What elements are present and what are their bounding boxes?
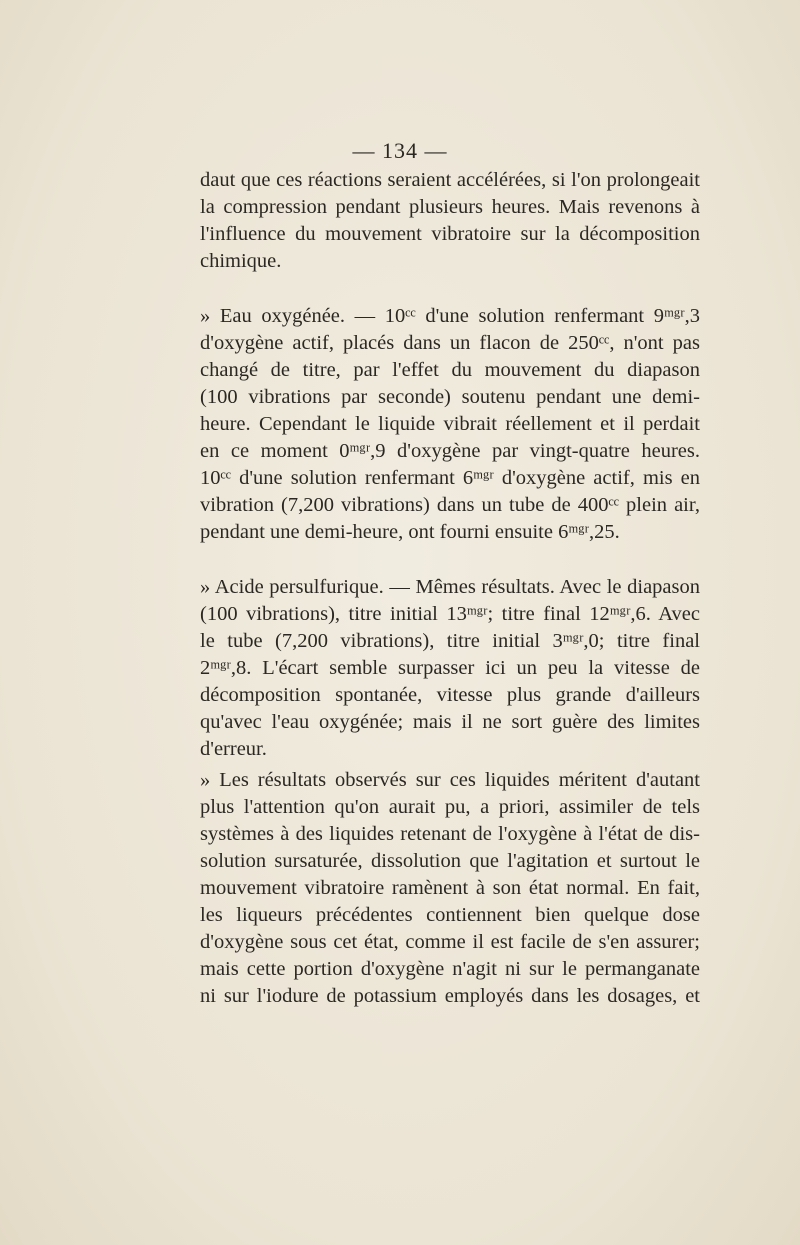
text-line: » Acide persulfurique. — Mêmes résultats. Avec le diapason bbox=[200, 576, 700, 598]
text-line: les liqueurs précédentes contiennent bien quelque dose bbox=[200, 904, 700, 926]
text-line: le tube (7,200 vibrations), titre initial 3ᵐᵍʳ,0; titre final bbox=[200, 630, 700, 652]
text-line: plus l'attention qu'on aurait pu, a priori, assimiler de tels bbox=[200, 796, 700, 818]
text-line: d'oxygène actif, placés dans un flacon de 250ᶜᶜ, n'ont pas bbox=[200, 332, 700, 354]
text-line: 2ᵐᵍʳ,8. L'écart semble surpasser ici un peu la vitesse de bbox=[200, 657, 700, 679]
paragraph-acide-persulfurique bbox=[200, 574, 700, 763]
text-line: chimique. bbox=[200, 250, 282, 272]
text-line: changé de titre, par l'effet du mouvement du diapason bbox=[200, 359, 700, 381]
page-number: — 134 — bbox=[352, 138, 448, 163]
text-line: (100 vibrations par seconde) soutenu pendant une demi- bbox=[200, 386, 700, 408]
text-line: » Les résultats observés sur ces liquides méritent d'autant bbox=[200, 769, 700, 791]
text-line: en ce moment 0ᵐᵍʳ,9 d'oxygène par vingt-quatre heures. bbox=[200, 440, 700, 462]
text-line: l'influence du mouvement vibratoire sur la décomposition bbox=[200, 223, 700, 245]
text-line: qu'avec l'eau oxygénée; mais il ne sort guère des limites bbox=[200, 711, 700, 733]
paragraph-eau-oxygenee bbox=[200, 303, 700, 546]
text-line: mouvement vibratoire ramènent à son état normal. En fait, bbox=[200, 877, 700, 899]
text-line: décomposition spontanée, vitesse plus grande d'ailleurs bbox=[200, 684, 700, 706]
text-line: solution sursaturée, dissolution que l'agitation et surtout le bbox=[200, 850, 700, 872]
text-line: 10ᶜᶜ d'une solution renfermant 6ᵐᵍʳ d'oxygène actif, mis en bbox=[200, 467, 700, 489]
text-line: (100 vibrations), titre initial 13ᵐᵍʳ; titre final 12ᵐᵍʳ,6. Avec bbox=[200, 603, 700, 625]
text-line: heure. Cependant le liquide vibrait réellement et il perdait bbox=[200, 413, 700, 435]
text-line: vibration (7,200 vibrations) dans un tube de 400ᶜᶜ plein air, bbox=[200, 494, 700, 516]
text-line: la compression pendant plusieurs heures. Mais revenons à bbox=[200, 196, 700, 218]
paragraph-1 bbox=[200, 167, 700, 275]
text-line: systèmes à des liquides retenant de l'oxygène à l'état de dis- bbox=[200, 823, 700, 845]
text-line: mais cette portion d'oxygène n'agit ni sur le permanganate bbox=[200, 958, 700, 980]
text-line: pendant une demi-heure, ont fourni ensuite 6ᵐᵍʳ,25. bbox=[200, 521, 620, 543]
text-line: » Eau oxygénée. — 10ᶜᶜ d'une solution renfermant 9ᵐᵍʳ,3 bbox=[200, 305, 700, 327]
paragraph-resultats bbox=[200, 767, 700, 1010]
text-line: ni sur l'iodure de potassium employés dans les dosages, et bbox=[200, 985, 700, 1007]
text-line: d'oxygène sous cet état, comme il est facile de s'en assurer; bbox=[200, 931, 700, 953]
text-line: daut que ces réactions seraient accélérées, si l'on prolongeait bbox=[200, 169, 700, 191]
text-line: d'erreur. bbox=[200, 738, 267, 760]
body-text bbox=[200, 167, 700, 1010]
